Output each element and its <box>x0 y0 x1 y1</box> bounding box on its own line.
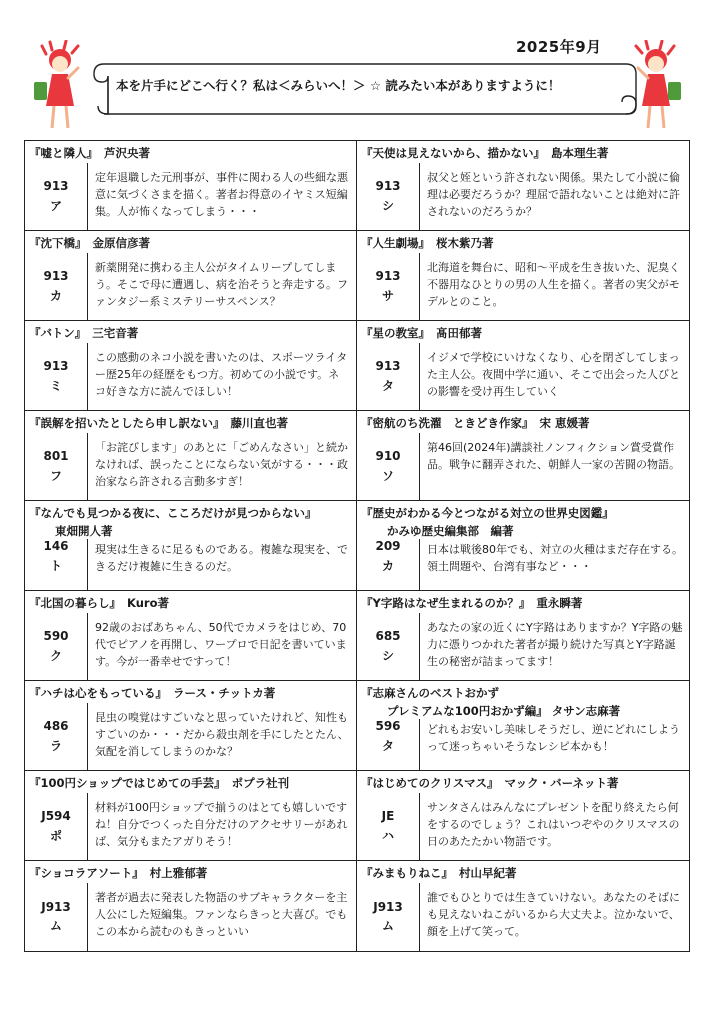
book-author: 芦沢央著 <box>104 146 150 160</box>
book-title: 『星の教室』 <box>361 326 430 340</box>
book-author: かみゆ歴史編集部 編著 <box>387 524 514 538</box>
book-title-line <box>361 775 685 791</box>
call-number-class: 590 <box>43 629 69 644</box>
call-number-kana: カ <box>49 288 62 303</box>
book-title: 『誤解を招いたとしたら申し訳ない』 <box>29 416 225 430</box>
call-number-kana: シ <box>381 198 394 213</box>
book-title-line <box>29 505 352 521</box>
book-list-grid <box>24 140 690 952</box>
call-number-class: 209 <box>375 539 401 554</box>
book-description: 「お詫びします」のあとに「ごめんなさい」と続かなければ、誤ったことにならない気がする・・・政治家なら許される言動多すぎ！ <box>95 441 348 489</box>
book-description: 第46回(2024年)講談社ノンフィクション賞受賞作品。戦争に翻弄された、朝鮮人一家の苦闘の物語。 <box>427 441 680 472</box>
call-number-class: 801 <box>43 449 69 464</box>
book-description: 材料が100円ショップで揃うのはとても嬉しいですね！自分でつくった自分だけのアクセサリーがあれば、気分もまたアガりそう！ <box>95 801 348 849</box>
book-entry <box>357 141 689 231</box>
book-entry <box>25 861 357 951</box>
call-number-kana: タ <box>381 738 394 753</box>
call-number-class: JE <box>381 809 395 824</box>
call-number-kana: フ <box>49 468 62 483</box>
book-title: 『北国の暮らし』 <box>29 596 121 610</box>
book-author: 桜木紫乃著 <box>436 236 494 250</box>
book-title: 『人生劇場』 <box>361 236 430 250</box>
call-number <box>357 163 419 230</box>
book-title-line <box>361 505 685 521</box>
book-author: 三宅音著 <box>92 326 139 340</box>
book-title-line <box>29 595 352 611</box>
book-entry <box>357 681 689 771</box>
call-number-kana: ム <box>49 919 62 933</box>
book-author: 重永瞬著 <box>536 596 583 610</box>
call-number-class: 913 <box>375 359 401 374</box>
book-title: 『天使は見えないから、描かない』 <box>361 146 545 160</box>
book-entry <box>357 771 689 861</box>
call-number <box>357 253 419 320</box>
book-description: 叔父と姪という許されない関係。果たして小説に倫理は必要だろうか？理屈で語れないことは絶対に許されないのだろうか？ <box>427 171 680 219</box>
book-title: 『バトン』 <box>29 326 87 340</box>
book-author: 村上雅郁著 <box>149 866 208 880</box>
book-title-line <box>361 325 685 341</box>
book-title-line <box>29 775 352 791</box>
book-entry <box>25 501 357 591</box>
call-number-class: 913 <box>43 359 69 374</box>
book-entry <box>357 861 689 951</box>
call-number-kana: ム <box>381 919 394 933</box>
book-title: 『歴史がわかる今とつながる対立の世界史図鑑』 <box>361 506 614 520</box>
call-number-kana: カ <box>381 558 394 573</box>
call-number-kana: ハ <box>381 828 394 843</box>
book-title: 『みまもりねこ』 <box>361 866 453 880</box>
call-number-kana: ミ <box>49 378 62 393</box>
book-author: ポプラ社刊 <box>231 776 290 790</box>
book-title-line <box>361 595 685 611</box>
call-number <box>357 523 419 590</box>
book-title: 『なんでも見つかる夜に、こころだけが見つからない』 <box>29 506 317 520</box>
call-number-kana: ポ <box>49 828 62 843</box>
book-entry <box>357 501 689 591</box>
book-author: 村山早紀著 <box>459 866 517 880</box>
book-entry <box>357 591 689 681</box>
book-title-line <box>361 865 685 881</box>
call-number-class: J913 <box>373 899 403 914</box>
call-number <box>25 793 87 860</box>
book-entry <box>25 141 357 231</box>
book-title-line <box>29 865 352 881</box>
call-number <box>357 703 419 770</box>
book-title: 『ショコラアソート』 <box>29 866 144 880</box>
book-entry <box>25 231 357 321</box>
book-entry <box>25 591 357 681</box>
call-number <box>25 883 87 951</box>
book-title: 『密航のち洗濯 ときどき作家』 <box>361 416 534 430</box>
book-title: 『嘘と隣人』 <box>29 146 98 160</box>
call-number-class: 486 <box>43 719 69 734</box>
banner-slogan: 本を片手にどこへ行く？私は＜みらいへ！＞ ☆ 読みたい本がありますように！ <box>116 78 561 93</box>
book-entry <box>357 321 689 411</box>
book-description: 著者が過去に発表した物語のサブキャラクターを主人公にした短編集。ファンならきっと大喜び。でもこの本から読むのもきっといい <box>95 891 348 939</box>
book-title: 『100円ショップではじめての手芸』 <box>29 776 226 790</box>
book-title: 『はじめてのクリスマス』 <box>361 776 499 790</box>
book-title: 『沈下橋』 <box>29 236 87 250</box>
call-number-kana: シ <box>381 648 394 663</box>
book-description: 92歳のおばあちゃん、50代でカメラをはじめ、70代でピアノを再開し、ワープロで日記を書いています。今が一番幸せですって！ <box>95 621 347 669</box>
book-title: 『志麻さんのベストおかず <box>361 686 499 700</box>
book-entry <box>357 411 689 501</box>
book-description: 日本は戦後80年でも、対立の火種はまだ存在する。領土問題や、台湾有事など・・・ <box>427 543 683 574</box>
book-author: 髙田郁著 <box>436 326 482 340</box>
call-number <box>25 613 87 680</box>
call-number-kana: ク <box>49 648 62 663</box>
book-author: Kuro著 <box>127 596 169 610</box>
book-title-line <box>361 145 685 161</box>
book-title-line <box>29 415 352 431</box>
call-number-class: 685 <box>375 629 401 644</box>
book-description: あなたの家の近くにY字路はありますか？Y字路の魅力に憑りつかれた著者が撮り続けた写真とY字路誕生の秘密が詰まってます！ <box>427 621 683 669</box>
book-description: 誰でもひとりでは生きていけない。あなたのそばにも見えないねこがいるから大丈夫よ。泣かないで、顔を上げて笑って。 <box>427 891 680 939</box>
book-description: サンタさんはみんなにプレゼントを配り終えたら何をするのでしょう？これはいつぞやのクリスマスの日のあたたかい物語です。 <box>427 801 680 849</box>
call-number-class: 913 <box>43 179 69 194</box>
book-entry <box>25 321 357 411</box>
call-number-kana: ア <box>49 198 62 213</box>
call-number-class: 913 <box>375 269 401 284</box>
book-author: 藤川直也著 <box>230 416 288 430</box>
book-title: 『ハチは心をもっている』 <box>29 686 167 700</box>
book-entry <box>25 771 357 861</box>
call-number <box>25 703 87 770</box>
book-title-line <box>29 235 352 251</box>
call-number <box>25 523 87 590</box>
book-entry <box>357 231 689 321</box>
call-number-kana: タ <box>381 378 394 393</box>
call-number-kana: ト <box>49 558 62 573</box>
book-description: イジメで学校にいけなくなり、心を閉ざしてしまった主人公。夜間中学に通い、そこで出会った人びとの影響を受け再生していく <box>427 351 680 399</box>
call-number-class: J913 <box>41 899 71 914</box>
call-number <box>25 163 87 230</box>
book-entry <box>25 681 357 771</box>
call-number <box>357 793 419 860</box>
book-title: 『Y字路はなぜ生まれるのか？』 <box>361 596 531 610</box>
call-number <box>357 613 419 680</box>
book-title-line <box>29 685 352 701</box>
call-number-kana: サ <box>381 288 394 303</box>
book-author: ラース・チットカ著 <box>173 686 276 700</box>
girl-mascot-illustration <box>24 40 94 136</box>
book-title-line <box>29 325 352 341</box>
book-description: 北海道を舞台に、昭和～平成を生き抜いた、泥臭く不器用なひとりの男の人生を描く。著者の実父がモデルとのこと。 <box>427 261 680 309</box>
call-number-class: 910 <box>375 449 401 464</box>
book-description: どれもお安いし美味しそうだし、逆にどれにしようって迷っちゃいそうなレシピ本かも！ <box>427 723 680 754</box>
book-author: 金原信彦著 <box>92 236 150 250</box>
call-number-class: 913 <box>375 179 401 194</box>
book-title-line <box>29 145 352 161</box>
book-description: 新薬開発に携わる主人公がタイムリープしてしまう。そこで母に遭遇し、病を治そうと奔走する。ファンタジー系ミステリーサスペンス？ <box>95 261 348 309</box>
book-title-line <box>361 415 685 431</box>
book-author: 島本理生著 <box>551 146 609 160</box>
book-description: 昆虫の嗅覚はすごいなと思っていたけれど、知性もすごいのか・・・だから殺虫剤を手にしたとたん、気配を消してしまうのかな？ <box>95 711 349 759</box>
call-number <box>25 253 87 320</box>
book-title-line <box>361 235 685 251</box>
book-author: プレミアムな100円おかず編』 タサン志麻著 <box>387 704 621 718</box>
call-number <box>357 343 419 410</box>
call-number <box>357 883 419 951</box>
book-description: 定年退職した元刑事が、事件に関わる人の些細な悪意に気づくさまを描く。著者お得意のイヤミス短編集。人が怖くなってしまう・・・ <box>95 171 348 219</box>
call-number <box>357 433 419 500</box>
issue-date: 2025年9月 <box>516 38 602 56</box>
book-author: 宋 恵媛著 <box>539 416 590 430</box>
book-entry <box>25 411 357 501</box>
book-title-line <box>361 685 685 701</box>
call-number-class: 913 <box>43 269 69 284</box>
call-number-kana: ラ <box>49 738 62 753</box>
book-author: マック・バーネット著 <box>504 776 619 790</box>
call-number-class: J594 <box>41 809 71 824</box>
book-author: 東畑開人著 <box>55 524 113 538</box>
book-description: この感動のネコ小説を書いたのは、スポーツライター歴25年の経歴をもつ方。初めての小説です。ネコ好きな方に読んでほしい！ <box>95 351 348 399</box>
call-number-class: 596 <box>375 719 401 734</box>
call-number <box>25 343 87 410</box>
call-number <box>25 433 87 500</box>
call-number-class: 146 <box>43 539 69 554</box>
call-number-kana: ソ <box>381 468 394 483</box>
book-description: 現実は生きるに足るものである。複雑な現実を、できるだけ複雑に生きるのだ。 <box>95 543 348 574</box>
